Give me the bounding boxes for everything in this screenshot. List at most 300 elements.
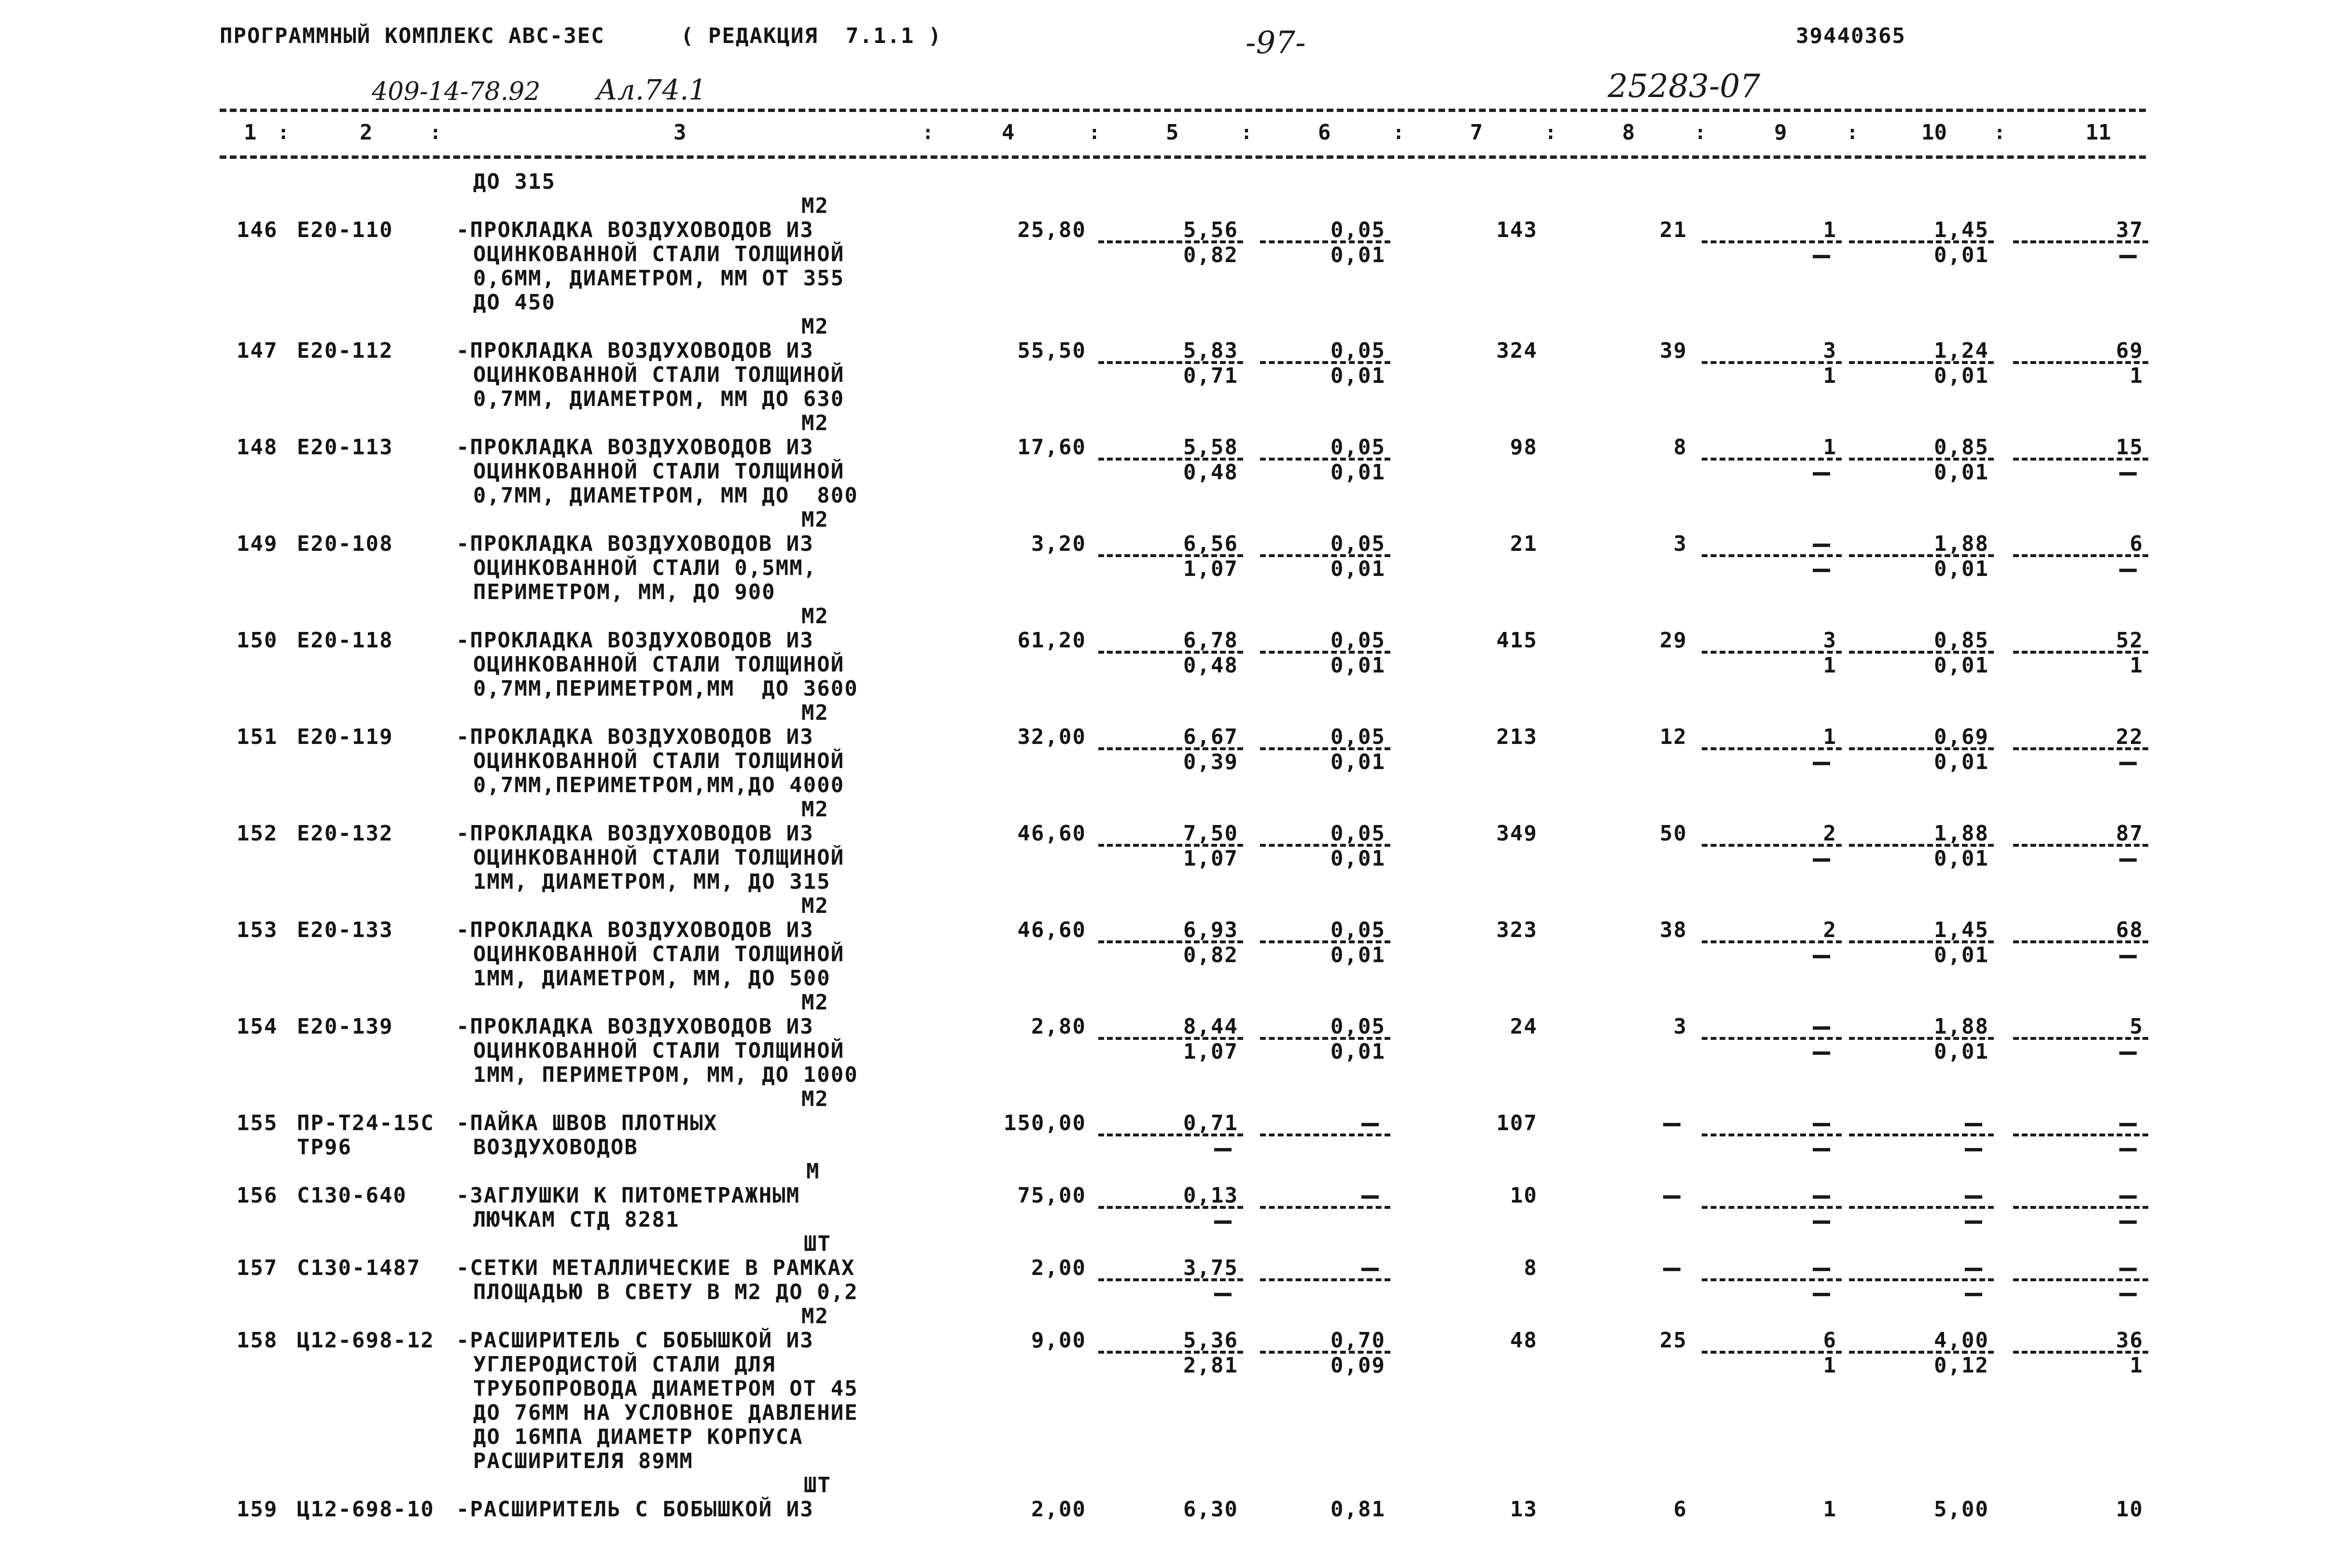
column-header-1: 1 xyxy=(244,120,257,145)
c10-secondary-value: 0,01 xyxy=(1934,653,1989,678)
work-description-line: 1ММ, ПЕРИМЕТРОМ, ММ, ДО 1000 xyxy=(473,1063,858,1087)
c10-secondary-value: 0,01 xyxy=(1934,243,1989,267)
unit-label: М2 xyxy=(801,1304,829,1329)
c7-value: 349 xyxy=(1496,821,1538,846)
work-description-line: ОЦИНКОВАННОЙ СТАЛИ ТОЛЩИНОЙ xyxy=(473,652,845,677)
c6-secondary-value: 0,01 xyxy=(1330,653,1386,678)
c5-fraction-line xyxy=(1098,1278,1243,1281)
c10-value: 1,45 xyxy=(1934,218,1989,242)
c6-secondary-value: 0,01 xyxy=(1330,750,1386,774)
rate-code: Е20-133 xyxy=(297,918,393,942)
row-number: 159 xyxy=(237,1497,278,1522)
c11-fraction-line xyxy=(2013,940,2148,943)
c4-value: 75,00 xyxy=(1017,1183,1086,1208)
work-description-line: ОЦИНКОВАННОЙ СТАЛИ ТОЛЩИНОЙ xyxy=(473,1038,845,1063)
c7-value: 323 xyxy=(1496,918,1538,942)
c11-value: 36 xyxy=(2116,1328,2143,1353)
column-separator: : xyxy=(1089,122,1101,144)
c6-value: 0,05 xyxy=(1330,435,1386,460)
c9-value: 2 xyxy=(1823,918,1837,942)
c10-fraction-line xyxy=(1849,1278,1994,1281)
c6-dash xyxy=(1361,1123,1379,1126)
c11-fraction-line xyxy=(2013,554,2148,557)
work-description-line: ОЦИНКОВАННОЙ СТАЛИ ТОЛЩИНОЙ xyxy=(473,942,845,966)
c11-fraction-line xyxy=(2013,1206,2148,1209)
work-description-line: -ПРОКЛАДКА ВОЗДУХОВОДОВ ИЗ xyxy=(456,1014,814,1039)
c9-dash xyxy=(1813,1026,1830,1030)
rate-code: Е20-132 xyxy=(297,821,393,846)
rate-code: Е20-113 xyxy=(297,435,393,460)
rate-code: Е20-108 xyxy=(297,532,393,556)
work-description-line: ОЦИНКОВАННОЙ СТАЛИ ТОЛЩИНОЙ xyxy=(473,749,845,773)
c10-value: 1,88 xyxy=(1934,1014,1989,1039)
work-description-line: РАСШИРИТЕЛЯ 89ММ xyxy=(473,1449,693,1473)
column-header-9: 9 xyxy=(1774,120,1787,145)
c6-dash xyxy=(1361,1268,1379,1271)
work-description-line: ДО 76ММ НА УСЛОВНОЕ ДАВЛЕНИЕ xyxy=(473,1400,858,1425)
handwritten-album: Ал.74.1 xyxy=(596,73,707,106)
program-title: ПРОГРАММНЫЙ КОМПЛЕКС АВС-3ЕС xyxy=(220,24,605,48)
c11-dash xyxy=(2119,1123,2137,1126)
work-description-line: 0,7ММ,ПЕРИМЕТРОМ,ММ,ДО 4000 xyxy=(473,773,845,798)
c8-value: 8 xyxy=(1673,435,1687,460)
c11-value: 15 xyxy=(2116,435,2143,460)
unit-label: М2 xyxy=(801,700,829,725)
c10-secondary-value: 0,12 xyxy=(1934,1353,1989,1378)
column-header-10: 10 xyxy=(1921,120,1947,145)
c8-value: 12 xyxy=(1660,725,1687,749)
c5-value: 5,56 xyxy=(1183,218,1238,242)
c11-secondary-dash xyxy=(2119,1220,2137,1224)
column-separator: : xyxy=(1694,122,1707,144)
work-description-line: 1ММ, ДИАМЕТРОМ, ММ, ДО 315 xyxy=(473,869,831,894)
c11-value: 37 xyxy=(2116,218,2143,242)
c9-dash xyxy=(1813,1123,1830,1126)
c7-value: 143 xyxy=(1496,218,1538,242)
c7-value: 48 xyxy=(1510,1328,1538,1353)
c7-value: 415 xyxy=(1496,628,1538,653)
rate-code: Ц12-698-12 xyxy=(297,1328,434,1353)
c10-secondary-value: 0,01 xyxy=(1934,750,1989,774)
c8-value: 3 xyxy=(1673,532,1687,556)
work-description-line: ДО 16МПА ДИАМЕТР КОРПУСА xyxy=(473,1425,803,1449)
work-description-line: 0,7ММ, ДИАМЕТРОМ, ММ ДО 800 xyxy=(473,483,858,508)
c9-value: 1 xyxy=(1823,218,1837,242)
unit-label: М2 xyxy=(801,894,829,918)
c9-fraction-line xyxy=(1702,844,1842,847)
row-number: 151 xyxy=(237,725,278,749)
c11-dash xyxy=(2119,1195,2137,1199)
unit-label: ШТ xyxy=(804,1473,831,1498)
c5-value: 0,13 xyxy=(1183,1183,1238,1208)
c5-secondary-value: 1,07 xyxy=(1183,1039,1238,1064)
c6-secondary-value: 0,01 xyxy=(1330,557,1386,581)
c11-secondary-dash xyxy=(2119,472,2137,476)
c9-secondary-dash xyxy=(1813,472,1830,476)
c9-secondary-dash xyxy=(1813,569,1830,572)
column-separator: : xyxy=(430,122,442,144)
c10-value: 4,00 xyxy=(1934,1328,1989,1353)
work-description-line: ДО 450 xyxy=(473,290,556,315)
c11-value: 22 xyxy=(2116,725,2143,749)
c5-value: 5,58 xyxy=(1183,435,1238,460)
row-number: 155 xyxy=(237,1111,278,1135)
c4-value: 2,00 xyxy=(1031,1256,1086,1280)
c9-fraction-line xyxy=(1702,1134,1842,1136)
column-separator: : xyxy=(1241,122,1253,144)
c7-value: 24 xyxy=(1510,1014,1538,1039)
c6-value: 0,05 xyxy=(1330,725,1386,749)
c11-secondary-dash xyxy=(2119,569,2137,572)
c9-secondary-dash xyxy=(1813,762,1830,765)
c11-secondary-dash xyxy=(2119,255,2137,258)
work-description-line: -ПРОКЛАДКА ВОЗДУХОВОДОВ ИЗ xyxy=(456,218,814,242)
c11-fraction-line xyxy=(2013,747,2148,750)
c4-value: 150,00 xyxy=(1004,1111,1086,1135)
c11-value: 52 xyxy=(2116,628,2143,653)
work-description-line: ЛЮЧКАМ СТД 8281 xyxy=(473,1207,680,1232)
c8-value: 3 xyxy=(1673,1014,1687,1039)
c11-secondary-value: 1 xyxy=(2129,364,2143,388)
c10-secondary-value: 0,01 xyxy=(1934,943,1989,967)
row-number: 157 xyxy=(237,1256,278,1280)
c9-fraction-line xyxy=(1702,1037,1842,1040)
column-separator: : xyxy=(1545,122,1557,144)
c5-secondary-value: 1,07 xyxy=(1183,557,1238,581)
c9-value: 2 xyxy=(1823,821,1837,846)
c11-secondary-dash xyxy=(2119,1293,2137,1296)
column-separator: : xyxy=(1994,122,2006,144)
c4-value: 46,60 xyxy=(1017,918,1086,942)
c10-secondary-value: 0,01 xyxy=(1934,1039,1989,1064)
c11-secondary-value: 1 xyxy=(2129,1353,2143,1378)
c10-dash xyxy=(1965,1268,1982,1271)
c9-fraction-line xyxy=(1702,458,1842,461)
header-rule-bottom xyxy=(220,155,2146,159)
c9-value: 3 xyxy=(1823,338,1837,363)
c8-value: 29 xyxy=(1660,628,1687,653)
c5-fraction-line xyxy=(1098,1134,1243,1136)
c9-fraction-line xyxy=(1702,554,1842,557)
column-header-11: 11 xyxy=(2086,120,2111,145)
work-description-line: ОЦИНКОВАННОЙ СТАЛИ ТОЛЩИНОЙ xyxy=(473,242,845,266)
unit-label: М xyxy=(806,1159,820,1184)
c8-value: 38 xyxy=(1660,918,1687,942)
work-description-line: ТРУБОПРОВОДА ДИАМЕТРОМ ОТ 45 xyxy=(473,1376,858,1401)
c11-value: 10 xyxy=(2116,1497,2143,1522)
c4-value: 25,80 xyxy=(1017,218,1086,242)
c10-value: 0,85 xyxy=(1934,628,1989,653)
work-description-line: -СЕТКИ МЕТАЛЛИЧЕСКИЕ В РАМКАХ xyxy=(456,1256,855,1280)
work-description-line: -ПРОКЛАДКА ВОЗДУХОВОДОВ ИЗ xyxy=(456,532,814,556)
c9-value: 3 xyxy=(1823,628,1837,653)
c8-value: 39 xyxy=(1660,338,1687,363)
continuation-unit: М2 xyxy=(801,194,829,218)
column-header-6: 6 xyxy=(1318,120,1331,145)
work-description-line: ОЦИНКОВАННОЙ СТАЛИ 0,5ММ, xyxy=(473,556,817,580)
c5-secondary-dash xyxy=(1214,1148,1232,1151)
c4-value: 9,00 xyxy=(1031,1328,1086,1353)
c9-value: 6 xyxy=(1823,1328,1837,1353)
c5-secondary-value: 0,48 xyxy=(1183,460,1238,485)
c9-secondary-dash xyxy=(1813,1220,1830,1224)
row-number: 150 xyxy=(237,628,278,653)
c8-dash xyxy=(1663,1268,1680,1271)
column-separator: : xyxy=(1393,122,1405,144)
handwritten-ref-number: 25283-07 xyxy=(1608,68,1761,105)
c9-secondary-dash xyxy=(1813,1293,1830,1296)
work-description-line: 0,7ММ,ПЕРИМЕТРОМ,ММ ДО 3600 xyxy=(473,676,858,701)
work-description-line: ОЦИНКОВАННОЙ СТАЛИ ТОЛЩИНОЙ xyxy=(473,845,845,870)
c11-fraction-line xyxy=(2013,240,2148,243)
c4-value: 17,60 xyxy=(1017,435,1086,460)
c5-secondary-value: 0,39 xyxy=(1183,750,1238,774)
c7-value: 8 xyxy=(1524,1256,1538,1280)
c10-value: 1,24 xyxy=(1934,338,1989,363)
column-header-2: 2 xyxy=(360,120,373,145)
c5-value: 6,67 xyxy=(1183,725,1238,749)
c9-secondary-dash xyxy=(1813,1148,1830,1151)
c11-value: 6 xyxy=(2129,532,2143,556)
column-header-7: 7 xyxy=(1470,120,1483,145)
c7-value: 107 xyxy=(1496,1111,1538,1135)
work-description-line: -ЗАГЛУШКИ К ПИТОМЕТРАЖНЫМ xyxy=(456,1183,800,1208)
c9-fraction-line xyxy=(1702,940,1842,943)
unit-label: М2 xyxy=(801,507,829,532)
c10-secondary-value: 0,01 xyxy=(1934,557,1989,581)
c10-value: 0,85 xyxy=(1934,435,1989,460)
c6-secondary-value: 0,01 xyxy=(1330,243,1386,267)
column-header-5: 5 xyxy=(1166,120,1179,145)
c5-secondary-dash xyxy=(1214,1220,1232,1224)
row-number: 154 xyxy=(237,1014,278,1039)
row-number: 156 xyxy=(237,1183,278,1208)
c9-dash xyxy=(1813,1268,1830,1271)
c11-fraction-line xyxy=(2013,1278,2148,1281)
work-description-line: -ПАЙКА ШВОВ ПЛОТНЫХ xyxy=(456,1111,718,1135)
c10-secondary-dash xyxy=(1965,1220,1982,1224)
c6-secondary-value: 0,01 xyxy=(1330,364,1386,388)
rate-code-suffix: ТР96 xyxy=(297,1135,352,1160)
c5-value: 6,93 xyxy=(1183,918,1238,942)
c5-value: 8,44 xyxy=(1183,1014,1238,1039)
c9-secondary-value: 1 xyxy=(1823,364,1837,388)
c5-secondary-value: 0,82 xyxy=(1183,943,1238,967)
c11-fraction-line xyxy=(2013,1037,2148,1040)
c11-secondary-dash xyxy=(2119,1051,2137,1055)
c9-secondary-dash xyxy=(1813,255,1830,258)
c6-secondary-value: 0,01 xyxy=(1330,846,1386,871)
work-description-line: -РАСШИРИТЕЛЬ С БОБЫШКОЙ ИЗ xyxy=(456,1328,814,1353)
c9-fraction-line xyxy=(1702,747,1842,750)
work-description-line: ПЛОЩАДЬЮ В СВЕТУ В М2 ДО 0,2 xyxy=(473,1280,858,1304)
c6-secondary-value: 0,01 xyxy=(1330,1039,1386,1064)
c8-value: 25 xyxy=(1660,1328,1687,1353)
c4-value: 61,20 xyxy=(1017,628,1086,653)
continuation-desc: ДО 315 xyxy=(473,169,556,194)
c6-secondary-value: 0,09 xyxy=(1330,1353,1386,1378)
rate-code: С130-640 xyxy=(297,1183,407,1208)
work-description-line: -ПРОКЛАДКА ВОЗДУХОВОДОВ ИЗ xyxy=(456,628,814,653)
c9-secondary-dash xyxy=(1813,858,1830,862)
c9-secondary-value: 1 xyxy=(1823,1353,1837,1378)
c11-dash xyxy=(2119,1268,2137,1271)
rate-code: Е20-110 xyxy=(297,218,393,242)
page-number: -97- xyxy=(1246,25,1306,61)
c11-secondary-dash xyxy=(2119,858,2137,862)
c5-value: 6,30 xyxy=(1183,1497,1238,1522)
work-description-line: 0,6ММ, ДИАМЕТРОМ, ММ ОТ 355 xyxy=(473,266,845,291)
c8-dash xyxy=(1663,1195,1680,1199)
c6-value: 0,05 xyxy=(1330,918,1386,942)
c8-value: 6 xyxy=(1673,1497,1687,1522)
c10-secondary-value: 0,01 xyxy=(1934,364,1989,388)
work-description-line: -ПРОКЛАДКА ВОЗДУХОВОДОВ ИЗ xyxy=(456,918,814,942)
c8-value: 50 xyxy=(1660,821,1687,846)
c11-secondary-dash xyxy=(2119,955,2137,958)
column-separator: : xyxy=(922,122,934,144)
c6-value: 0,05 xyxy=(1330,338,1386,363)
c10-dash xyxy=(1965,1123,1982,1126)
c9-secondary-dash xyxy=(1813,1051,1830,1055)
c11-fraction-line xyxy=(2013,844,2148,847)
rate-code: С130-1487 xyxy=(297,1256,421,1280)
c8-value: 21 xyxy=(1660,218,1687,242)
unit-label: М2 xyxy=(801,1087,829,1111)
work-description-line: -ПРОКЛАДКА ВОЗДУХОВОДОВ ИЗ xyxy=(456,821,814,846)
c6-value: 0,05 xyxy=(1330,628,1386,653)
c7-value: 13 xyxy=(1510,1497,1538,1522)
c10-dash xyxy=(1965,1195,1982,1199)
work-description-line: ОЦИНКОВАННОЙ СТАЛИ ТОЛЩИНОЙ xyxy=(473,363,845,387)
work-description-line: ПЕРИМЕТРОМ, ММ, ДО 900 xyxy=(473,580,776,604)
c10-secondary-dash xyxy=(1965,1293,1982,1296)
c4-value: 2,80 xyxy=(1031,1014,1086,1039)
c7-value: 10 xyxy=(1510,1183,1538,1208)
c6-fraction-line xyxy=(1260,1134,1390,1136)
c10-value: 1,88 xyxy=(1934,532,1989,556)
c4-value: 46,60 xyxy=(1017,821,1086,846)
c9-fraction-line xyxy=(1702,240,1842,243)
c11-secondary-dash xyxy=(2119,762,2137,765)
c11-fraction-line xyxy=(2013,458,2148,461)
c11-fraction-line xyxy=(2013,1134,2148,1136)
c5-value: 5,83 xyxy=(1183,338,1238,363)
c5-fraction-line xyxy=(1098,1206,1243,1209)
c5-secondary-value: 0,82 xyxy=(1183,243,1238,267)
c6-value: 0,05 xyxy=(1330,1014,1386,1039)
work-description-line: 0,7ММ, ДИАМЕТРОМ, ММ ДО 630 xyxy=(473,387,845,411)
unit-label: М2 xyxy=(801,314,829,339)
c5-secondary-value: 2,81 xyxy=(1183,1353,1238,1378)
c11-value: 87 xyxy=(2116,821,2143,846)
c9-value: 1 xyxy=(1823,435,1837,460)
unit-label: ШТ xyxy=(804,1232,831,1256)
c11-secondary-value: 1 xyxy=(2129,653,2143,678)
row-number: 153 xyxy=(237,918,278,942)
c6-value: 0,05 xyxy=(1330,532,1386,556)
c10-fraction-line xyxy=(1849,1206,1994,1209)
c7-value: 21 xyxy=(1510,532,1538,556)
c9-fraction-line xyxy=(1702,1278,1842,1281)
work-description-line: -РАСШИРИТЕЛЬ С БОБЫШКОЙ ИЗ xyxy=(456,1497,814,1522)
column-separator: : xyxy=(1847,122,1859,144)
c10-secondary-value: 0,01 xyxy=(1934,460,1989,485)
handwritten-project-number: 409-14-78.92 xyxy=(372,77,541,106)
c6-secondary-value: 0,01 xyxy=(1330,943,1386,967)
unit-label: М2 xyxy=(801,990,829,1015)
c4-value: 2,00 xyxy=(1031,1497,1086,1522)
c9-fraction-line xyxy=(1702,1206,1842,1209)
c10-value: 5,00 xyxy=(1934,1497,1989,1522)
unit-label: М2 xyxy=(801,797,829,822)
c5-secondary-value: 1,07 xyxy=(1183,846,1238,871)
c5-value: 3,75 xyxy=(1183,1256,1238,1280)
c10-secondary-dash xyxy=(1965,1148,1982,1151)
c5-value: 6,56 xyxy=(1183,532,1238,556)
work-description-line: -ПРОКЛАДКА ВОЗДУХОВОДОВ ИЗ xyxy=(456,435,814,460)
row-number: 149 xyxy=(237,532,278,556)
c7-value: 98 xyxy=(1510,435,1538,460)
c5-secondary-value: 0,71 xyxy=(1183,364,1238,388)
row-number: 146 xyxy=(237,218,278,242)
work-description-line: ОЦИНКОВАННОЙ СТАЛИ ТОЛЩИНОЙ xyxy=(473,459,845,484)
c11-value: 68 xyxy=(2116,918,2143,942)
c11-value: 5 xyxy=(2129,1014,2143,1039)
c9-dash xyxy=(1813,544,1830,547)
c6-value: 0,05 xyxy=(1330,218,1386,242)
c7-value: 213 xyxy=(1496,725,1538,749)
c6-fraction-line xyxy=(1260,1206,1390,1209)
work-description-line: 1ММ, ДИАМЕТРОМ, ММ, ДО 500 xyxy=(473,966,831,991)
c9-secondary-value: 1 xyxy=(1823,653,1837,678)
c9-dash xyxy=(1813,1195,1830,1199)
row-number: 148 xyxy=(237,435,278,460)
c5-value: 0,71 xyxy=(1183,1111,1238,1135)
c10-value: 1,88 xyxy=(1934,821,1989,846)
column-header-3: 3 xyxy=(673,120,686,145)
c4-value: 3,20 xyxy=(1031,532,1086,556)
work-description-line: УГЛЕРОДИСТОЙ СТАЛИ ДЛЯ xyxy=(473,1352,776,1377)
c6-value: 0,70 xyxy=(1330,1328,1386,1353)
column-separator: : xyxy=(278,122,290,144)
unit-label: М2 xyxy=(801,604,829,629)
c10-value: 1,45 xyxy=(1934,918,1989,942)
c6-secondary-value: 0,01 xyxy=(1330,460,1386,485)
c6-value: 0,81 xyxy=(1330,1497,1386,1522)
row-number: 158 xyxy=(237,1328,278,1353)
header-rule-top xyxy=(220,109,2146,112)
work-description-line: ВОЗДУХОВОДОВ xyxy=(473,1135,638,1160)
c5-secondary-dash xyxy=(1214,1293,1232,1296)
c9-value: 1 xyxy=(1823,725,1837,749)
column-header-4: 4 xyxy=(1002,120,1015,145)
rate-code: ПР-Т24-15С xyxy=(297,1111,434,1135)
c4-value: 55,50 xyxy=(1017,338,1086,363)
rate-code: Е20-112 xyxy=(297,338,393,363)
edition-label: ( РЕДАКЦИЯ 7.1.1 ) xyxy=(681,24,942,48)
rate-code: Ц12-698-10 xyxy=(297,1497,434,1522)
c5-value: 5,36 xyxy=(1183,1328,1238,1353)
c6-fraction-line xyxy=(1260,1278,1390,1281)
work-description-line: -ПРОКЛАДКА ВОЗДУХОВОДОВ ИЗ xyxy=(456,725,814,749)
c11-secondary-dash xyxy=(2119,1148,2137,1151)
row-number: 152 xyxy=(237,821,278,846)
c9-value: 1 xyxy=(1823,1497,1837,1522)
rate-code: Е20-118 xyxy=(297,628,393,653)
rate-code: Е20-119 xyxy=(297,725,393,749)
c5-secondary-value: 0,48 xyxy=(1183,653,1238,678)
